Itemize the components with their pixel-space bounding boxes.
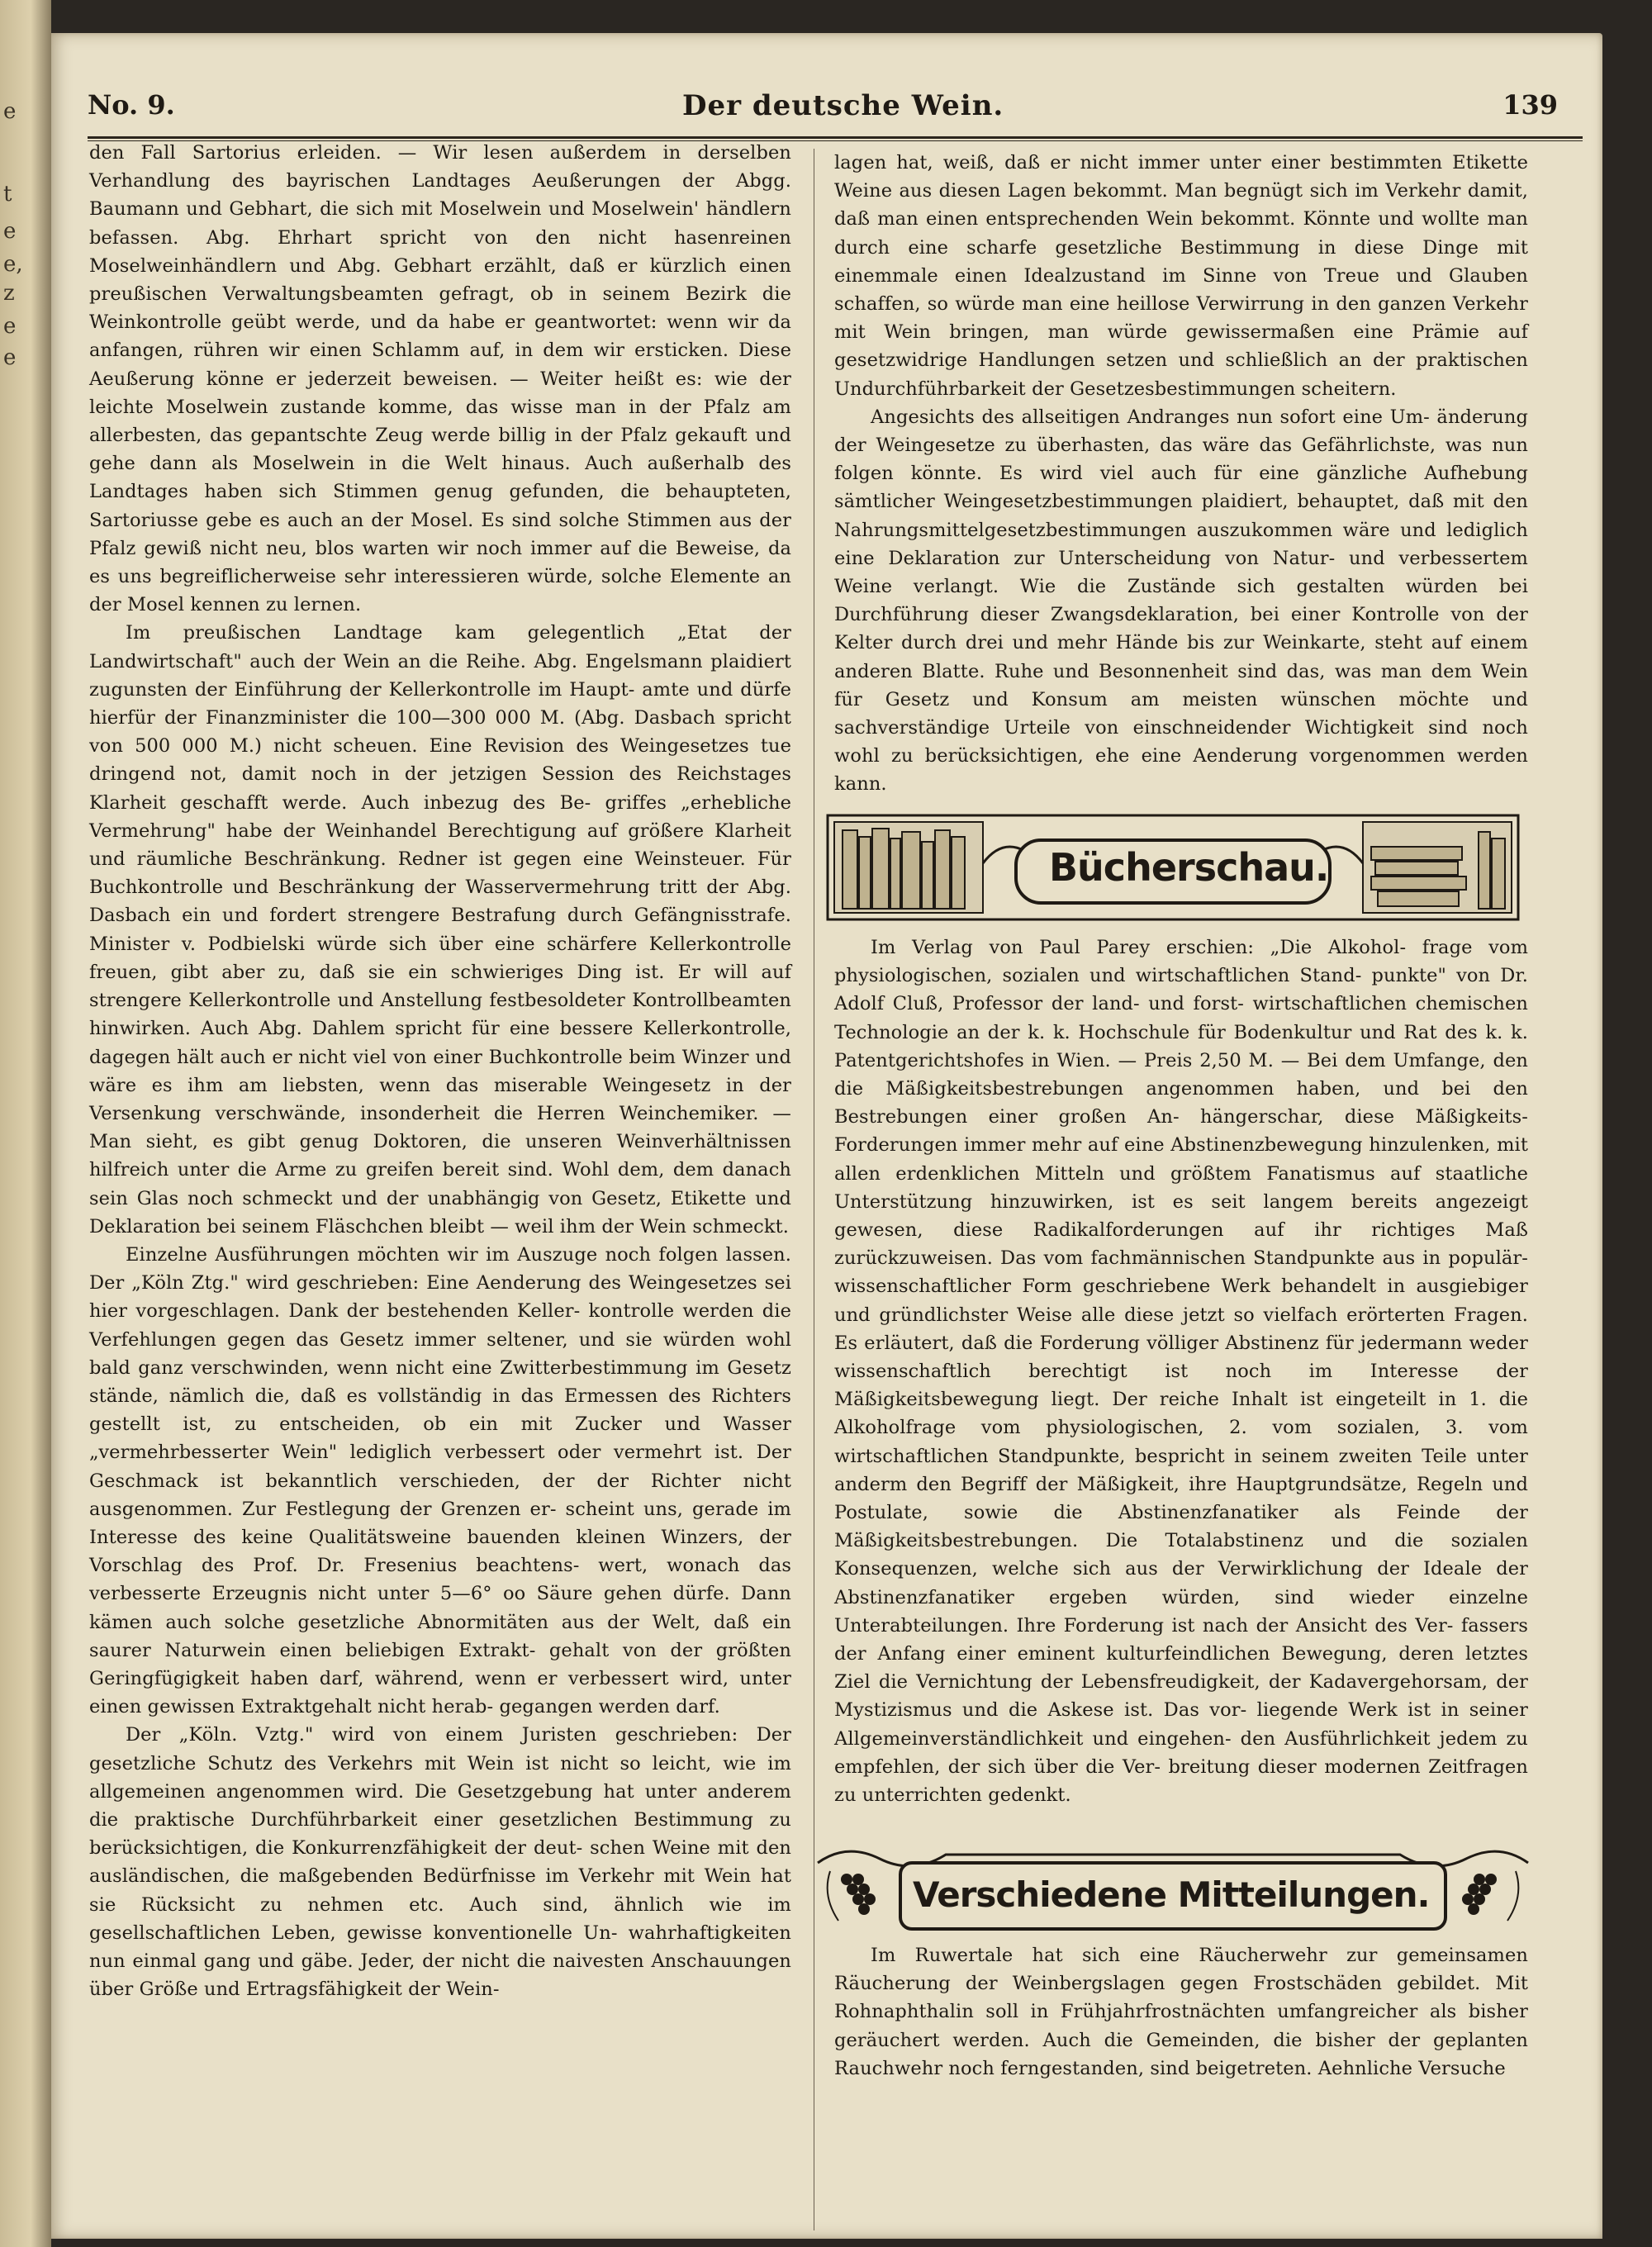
margin-fragment: e: [3, 99, 17, 124]
margin-fragment: e: [3, 219, 17, 244]
right-column-misc: [834, 1941, 1528, 2083]
issue-number: No. 9.: [88, 89, 175, 121]
margin-fragment: e,: [3, 252, 23, 277]
paragraph: den Fall Sartorius erleiden. — Wir lesen außerdem in derselben Verhandlung des bayrischen Landtages Aeußerungen der Abgg. Baumann und Gebhart, die sich mit Moselwein und Moselwein' händlern befassen. Abg. Ehrhart spricht von den nicht hasenreinen Moselweinhändlern und Abg. Gebhart erzählt, daß er kürzlich einen preußischen Verwaltungsbeamten gefragt, ob in seinem Bezirk die Weinkontrolle geübt werde, und da habe er geantwortet: wenn wir da anfangen, rühren wir einen Schlamm auf, in dem wir ersticken. Diese Aeußerung könne er jederzeit beweisen. — Weiter heißt es: wie der leichte Moselwein zustande komme, das wisse man in der Pfalz am allerbesten, das gepantschte Zeug werde billig in der Pfalz gekauft und gehe dann als Moselwein in die Welt hinaus. Auch außerhalb des Landtages haben sich Stimmen genug gefunden, die behaupteten, Sartoriusse gebe es auch an der Mosel. Es sind solche Stimmen aus der Pfalz gewiß nicht neu, blos warten wir noch immer auf die Beweise, da es uns begreiflicherweise sehr interessieren würde, solche Elemente an der Mosel kennen zu lernen.: [89, 142, 791, 616]
misc-section-title: Verschiedene Mitteilungen.: [913, 1874, 1430, 1915]
page-header: [88, 89, 1574, 131]
margin-fragment: t: [3, 182, 12, 207]
adjacent-page-edge: [0, 0, 51, 2247]
margin-fragment: e: [3, 345, 17, 370]
paragraph: Im Verlag von Paul Parey erschien: „Die Alkohol- frage vom physiologischen, sozialen und wirtschaftlichen Stand- punkte" von Dr. Adolf Cluß, Professor der land- und forst- wirtschaftlichen chemischen Technologie an der k. k. Hochschule für Bodenkultur und Rat des k. k. Patentgerichtshofes in Wien. — Preis 2,50 M. — Bei dem Umfange, den die Mäßigkeitsbestrebungen angenommen haben, und bei den Bestrebungen einer großen An- hängerschar, diese Mäßigkeits-Forderungen immer mehr auf eine Abstinenzbewegung hinzulenken, mit allen erdenklichen Mitteln und größtem Fanatismus auf staatliche Unterstützung hinzuwirken, ist es seit langem bereits angezeigt gewesen, diese Radikalforderungen auf ihr richtiges Maß zurückzuweisen. Das vom fachmännischen Standpunkte aus in populär-wissenschaftlicher Form geschriebene Werk behandelt in ausgiebiger und gründlichster Weise alle diese jetzt so vielfach erörterten Fragen. Es erläutert, daß die Forderung völliger Abstinenz für jedermann weder wissenschaftlich berechtigt ist noch im Interesse der Mäßigkeitsbewegung liegt. Der reiche Inhalt ist eingeteilt in 1. die Alkoholfrage vom physiologischen, 2. vom sozialen, 3. vom wirtschaftlichen Standpunkte, bespricht in seinem zweiten Teile unter anderm den Begriff der Mäßigkeit, ihre Hauptgrundsätze, Regeln und Postulate, sowie die Abstinenzfanatiker als Feinde der Mäßigkeitsbestrebungen. Die Totalabstinenz und die sozialen Konsequenzen, welche sich aus der Verwirklichung der Ideale der Abstinenzfanatiker ergeben würden, sind wieder einzelne Unterabteilungen. Ihre Forderung ist nach der Ansicht des Ver- fassers der Anfang einer eminent kulturfeindlichen Bewegung, deren letztes Ziel die Vernichtung der Lebensfreudigkeit, der Kadavergehorsam, der Mystizismus und die Askese ist. Das vor- liegende Werk ist in seiner Allgemeinverständlichkeit und eingehen- den Ausführlichkeit jedem zu empfehlen, der sich über die Ver- breitung dieser modernen Zeitfragen zu unterrichten gedenkt.: [834, 937, 1528, 1807]
paragraph: Im Ruwertale hat sich eine Räucherwehr zur gemeinsamen Räucherung der Weinbergslagen gegen Frostschäden gebildet. Mit Rohnaphthalin soll in Frühjahrfrostnächten umfangreicher als bisher geräuchert werden. Auch die Gemeinden, die bisher der geplanten Rauchwehr noch ferngestanden, sind beigetreten. Aehnliche Versuche: [834, 1945, 1528, 2079]
books-section-banner: [826, 814, 1520, 921]
books-section-title: Bücherschau.: [1049, 845, 1329, 890]
left-column: [89, 139, 791, 2003]
paragraph: Angesichts des allseitigen Andranges nun sofort eine Um- änderung der Weingesetze zu überhasten, das wäre das Gefährlichste, was nun folgen könnte. Es wird viel auch für eine gänzliche Aufhebung sämtlicher Weingesetzbestimmungen plaidiert, behauptet, daß mit den Nahrungsmittelgesetzbestimmungen auszukommen wäre und lediglich eine Deklaration zur Unterscheidung von Natur- und verbessertem Weine verlangt. Wie die Zustände sich gestalten würden bei Durchführung dieser Zwangsdeklaration, bei einer Kontrolle von der Kelter durch drei und mehr Hände bis zur Weinkarte, steht auf einem anderen Blatte. Ruhe und Besonnenheit sind das, was man dem Wein für Gesetz und Konsum am meisten wünschen möchte und sachverständige Urteile von einschneidender Wichtigkeit sind noch wohl zu berücksichtigen, ehe eine Aenderung vorgenommen werden kann.: [834, 406, 1528, 796]
margin-fragment: e: [3, 314, 17, 339]
misc-section-banner: [814, 1838, 1532, 1933]
paragraph: Einzelne Ausführungen möchten wir im Auszuge noch folgen lassen. Der „Köln Ztg." wird geschrieben: Eine Aenderung des Weingesetzes sei hier vorgeschlagen. Dank der bestehenden Keller- kontrolle werden die Verfehlungen gegen das Gesetz immer seltener, und sie würden wohl bald ganz verschwinden, wenn nicht eine Zwitterbestimmung im Gesetz stände, nämlich die, daß es vollständig in das Ermessen des Richters gestellt ist, zu entscheiden, ob ein mit Zucker und Wasser „vermehrbesserter Wein" lediglich verbessert oder vermehrt ist. Der Geschmack ist bekanntlich verschieden, der der Richter nicht ausgenommen. Zur Festlegung der Grenzen er- scheint uns, gerade im Interesse des keine Qualitätsweine bauenden kleinen Winzers, der Vorschlag des Prof. Dr. Fresenius beachtens- wert, wonach das verbesserte Erzeugnis nicht unter 5—6° oo Säure gehen dürfe. Dann kämen auch solche gesetzliche Abnormitäten aus der Welt, daß ein saurer Naturwein einen beliebigen Extrakt- gehalt von der größten Geringfügigkeit haben darf, während, wenn er verbessert wird, unter einen gewissen Extraktgehalt nicht herab- gegangen werden darf.: [89, 1243, 791, 1718]
right-column-books: [834, 933, 1528, 1809]
paragraph: Im preußischen Landtage kam gelegentlich „Etat der Landwirtschaft" auch der Wein an die Reihe. Abg. Engelsmann plaidiert zugunsten der Einführung der Kellerkontrolle im Haupt- amte und dürfe hierfür der Finanzminister die 100—300 000 M. (Abg. Dasbach spricht von 500 000 M.) nicht scheuen. Eine Revision des Weingesetzes tue dringend not, damit noch in der jetzigen Session des Reichstages Klarheit geschafft werde. Auch inbezug des Be- griffes „erhebliche Vermehrung" habe der Weinhandel Berechtigung auf größere Klarheit und räumliche Beschränkung. Redner ist gegen eine Weinsteuer. Für Buchkontrolle und Beschränkung der Wasservermehrung tritt der Abg. Dasbach ein und fordert strengere Bestrafung durch Gefängnisstrafe. Minister v. Podbielski würde sich über eine schärfere Kellerkontrolle freuen, gibt aber zu, daß sie ein schwieriges Ding ist. Er will auf strengere Kellerkontrolle und Anstellung festbesoldeter Kontrollbeamten hinwirken. Auch Abg. Dahlem spricht für eine bessere Kellerkontrolle, dagegen hält auch er nicht viel von einer Buchkontrolle beim Winzer und wäre es ihm am liebsten, wenn das miserable Weingesetz in der Versenkung verschwände, insonderheit die Herren Weinchemiker. — Man sieht, es gibt genug Doktoren, die unseren Weinverhältnissen hilfreich unter die Arme zu greifen bereit sind. Wohl dem, dem danach sein Glas noch schmeckt und der unabhängig von Gesetz, Etikette und Deklaration bei seinem Fläschchen bleibt — weil ihm der Wein schmeckt.: [89, 622, 791, 1238]
publication-title: Der deutsche Wein.: [682, 89, 1004, 122]
margin-fragment: z: [3, 281, 15, 306]
page-number: 139: [1502, 89, 1558, 121]
right-column-top: [834, 149, 1528, 799]
paragraph: lagen hat, weiß, daß er nicht immer unter einer bestimmten Etikette Weine aus diesen Lagen bekommt. Man begnügt sich im Verkehr damit, daß man einen entsprechenden Wein bekommt. Könnte und wollte man durch eine scharfe gesetzliche Bestimmung in diese Dinge mit einemmale einen Idealzustand im Sinne von Treue und Glauben schaffen, so würde man eine heillose Verwirrung in den ganzen Verkehr mit Wein bringen, man würde gewissermaßen eine Prämie auf gesetzwidrige Handlungen setzen und schließlich an der praktischen Undurchführbarkeit der Gesetzesbestimmungen scheitern.: [834, 152, 1528, 400]
paragraph: Der „Köln. Vztg." wird von einem Juristen geschrieben: Der gesetzliche Schutz des Verkehrs mit Wein ist nicht so leicht, wie im allgemeinen angenommen wird. Die Gesetzgebung hat unter anderem die praktische Durchführbarkeit einer gesetzlichen Bestimmung zu berücksichtigen, die Konkurrenzfähigkeit der deut- schen Weine mit den ausländischen, die maßgebenden Bedürfnisse im Verkehr mit Wein hat sie Rücksicht zu nehmen etc. Auch sind, ähnlich wie im gesellschaftlichen Leben, gewisse konventionelle Un- wahrhaftigkeiten nun einmal gang und gäbe. Jeder, der nicht die naivesten Anschauungen über Größe und Ertragsfähigkeit der Wein-: [89, 1724, 791, 2001]
